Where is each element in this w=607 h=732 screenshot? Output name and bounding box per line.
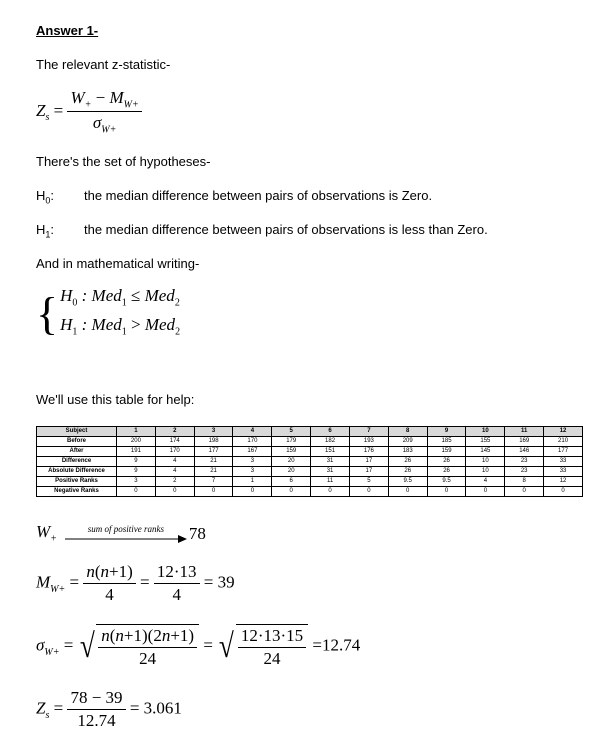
table-cell: 26 <box>427 467 466 477</box>
table-row <box>37 457 583 467</box>
table-cell: 209 <box>388 437 427 447</box>
row-label-cell: After <box>37 447 117 457</box>
table-cell: 8 <box>505 477 544 487</box>
median-result: 39 <box>217 572 235 592</box>
table-cell: 33 <box>544 457 583 467</box>
table-cell: 155 <box>466 437 505 447</box>
table-cell: 9 <box>117 467 156 477</box>
header-cell: 4 <box>233 427 272 437</box>
header-cell: Subject <box>37 427 117 437</box>
table-cell: 33 <box>544 467 583 477</box>
table-cell: 21 <box>194 457 233 467</box>
table-cell: 159 <box>427 447 466 457</box>
table-cell: 20 <box>272 457 311 467</box>
table-cell: 0 <box>311 487 350 497</box>
table-row <box>37 447 583 457</box>
table-cell: 17 <box>349 467 388 477</box>
table-cell: 10 <box>466 457 505 467</box>
table-cell: 0 <box>544 487 583 497</box>
h1-label: $H_1$: <box>36 222 55 240</box>
header-cell: 11 <box>505 427 544 437</box>
right-arrow-icon <box>65 534 187 544</box>
header-cell: 3 <box>194 427 233 437</box>
table-cell: 151 <box>311 447 350 457</box>
row-label-cell: Absolute Difference <box>37 467 117 477</box>
table-cell: 9.5 <box>388 477 427 487</box>
table-cell: 23 <box>505 467 544 477</box>
table-cell: 31 <box>311 467 350 477</box>
median-formula: $M_{W+}$ = $\frac{n(n+1)}{4}$ = $\frac{12\cdot 13}{4}$ = 39 <box>36 562 235 604</box>
h0-text: the median difference between pairs of observations is Zero. <box>84 188 433 203</box>
table-cell: 177 <box>544 447 583 457</box>
row-label-cell: Difference <box>37 457 117 467</box>
table-cell: 26 <box>388 467 427 477</box>
table-row <box>37 487 583 497</box>
table-cell: 183 <box>388 447 427 457</box>
table-cell: 0 <box>505 487 544 497</box>
math-intro: And in mathematical writing- <box>36 256 200 271</box>
table-cell: 17 <box>349 457 388 467</box>
ranks-table <box>36 426 583 497</box>
table-cell: 12 <box>544 477 583 487</box>
header-cell: 10 <box>466 427 505 437</box>
table-cell: 210 <box>544 437 583 447</box>
answer-heading: Answer 1- <box>36 23 99 38</box>
header-cell: 1 <box>117 427 156 437</box>
table-cell: 0 <box>388 487 427 497</box>
header-cell: 9 <box>427 427 466 437</box>
table-cell: 159 <box>272 447 311 457</box>
table-row <box>37 437 583 447</box>
table-cell: 182 <box>311 437 350 447</box>
table-cell: 170 <box>233 437 272 447</box>
table-cell: 11 <box>311 477 350 487</box>
table-cell: 26 <box>388 457 427 467</box>
table-cell: 10 <box>466 467 505 477</box>
header-cell: 2 <box>155 427 194 437</box>
table-cell: 191 <box>117 447 156 457</box>
table-cell: 26 <box>427 457 466 467</box>
header-cell: 7 <box>349 427 388 437</box>
z-result-formula: $Z_s$ = $\frac{78 - 39}{12.74}$ = 3.061 <box>36 688 182 730</box>
table-cell: 20 <box>272 467 311 477</box>
table-row <box>37 477 583 487</box>
table-cell: 3 <box>233 467 272 477</box>
table-cell: 0 <box>155 487 194 497</box>
table-cell: 5 <box>349 477 388 487</box>
w-plus-formula: $W_+$ sum of positive ranks 78 <box>36 522 206 545</box>
table-cell: 0 <box>194 487 233 497</box>
table-cell: 6 <box>272 477 311 487</box>
table-cell: 4 <box>155 457 194 467</box>
table-cell: 193 <box>349 437 388 447</box>
w-plus-value: 78 <box>188 524 206 544</box>
table-header-row <box>37 427 583 437</box>
arrow-label: sum of positive ranks <box>87 524 165 535</box>
h1-text: the median difference between pairs of observations is less than Zero. <box>84 222 488 237</box>
table-cell: 23 <box>505 457 544 467</box>
header-cell: 8 <box>388 427 427 437</box>
table-cell: 145 <box>466 447 505 457</box>
table-cell: 0 <box>427 487 466 497</box>
table-cell: 4 <box>155 467 194 477</box>
row-label-cell: Before <box>37 437 117 447</box>
header-cell: 12 <box>544 427 583 437</box>
table-cell: 0 <box>466 487 505 497</box>
table-cell: 9 <box>117 457 156 467</box>
table-cell: 2 <box>155 477 194 487</box>
table-row <box>37 467 583 477</box>
z-result: 3.061 <box>143 698 182 718</box>
header-cell: 5 <box>272 427 311 437</box>
z-statistic-formula: $Z_s$ = $\frac{W_+ - M_{W+}}{\sigma_{W+}}$ <box>36 88 142 136</box>
row-label-cell: Positive Ranks <box>37 477 117 487</box>
table-cell: 179 <box>272 437 311 447</box>
h0-label: $H_0$: <box>36 188 55 206</box>
table-cell: 3 <box>117 477 156 487</box>
table-cell: 0 <box>117 487 156 497</box>
table-cell: 200 <box>117 437 156 447</box>
table-cell: 0 <box>349 487 388 497</box>
table-cell: 169 <box>505 437 544 447</box>
table-cell: 31 <box>311 457 350 467</box>
header-cell: 6 <box>311 427 350 437</box>
table-cell: 167 <box>233 447 272 457</box>
sigma-formula: $\sigma_{W+}$ = √ $\frac{n(n+1)(2n+1)}{24}$ = √ $\frac{12\cdot 13\cdot 15}{24}$ =12.74 <box>36 626 361 668</box>
table-cell: 198 <box>194 437 233 447</box>
table-cell: 177 <box>194 447 233 457</box>
table-cell: 21 <box>194 467 233 477</box>
table-cell: 7 <box>194 477 233 487</box>
table-cell: 0 <box>233 487 272 497</box>
sigma-result: 12.74 <box>322 635 361 655</box>
table-cell: 1 <box>233 477 272 487</box>
table-cell: 176 <box>349 447 388 457</box>
hypotheses-intro: There's the set of hypotheses- <box>36 154 211 169</box>
hypotheses-system: { $H_0$ : Med$_1$ ≤ Med$_2$ $H_1$ : Med$_1$ > Med$_2$ <box>36 286 181 340</box>
table-cell: 170 <box>155 447 194 457</box>
table-intro: We'll use this table for help: <box>36 392 195 407</box>
intro-text: The relevant z-statistic- <box>36 57 171 72</box>
table-cell: 0 <box>272 487 311 497</box>
table-cell: 4 <box>466 477 505 487</box>
table-cell: 174 <box>155 437 194 447</box>
table-cell: 3 <box>233 457 272 467</box>
row-label-cell: Negative Ranks <box>37 487 117 497</box>
table-cell: 9.5 <box>427 477 466 487</box>
table-cell: 185 <box>427 437 466 447</box>
table-cell: 146 <box>505 447 544 457</box>
